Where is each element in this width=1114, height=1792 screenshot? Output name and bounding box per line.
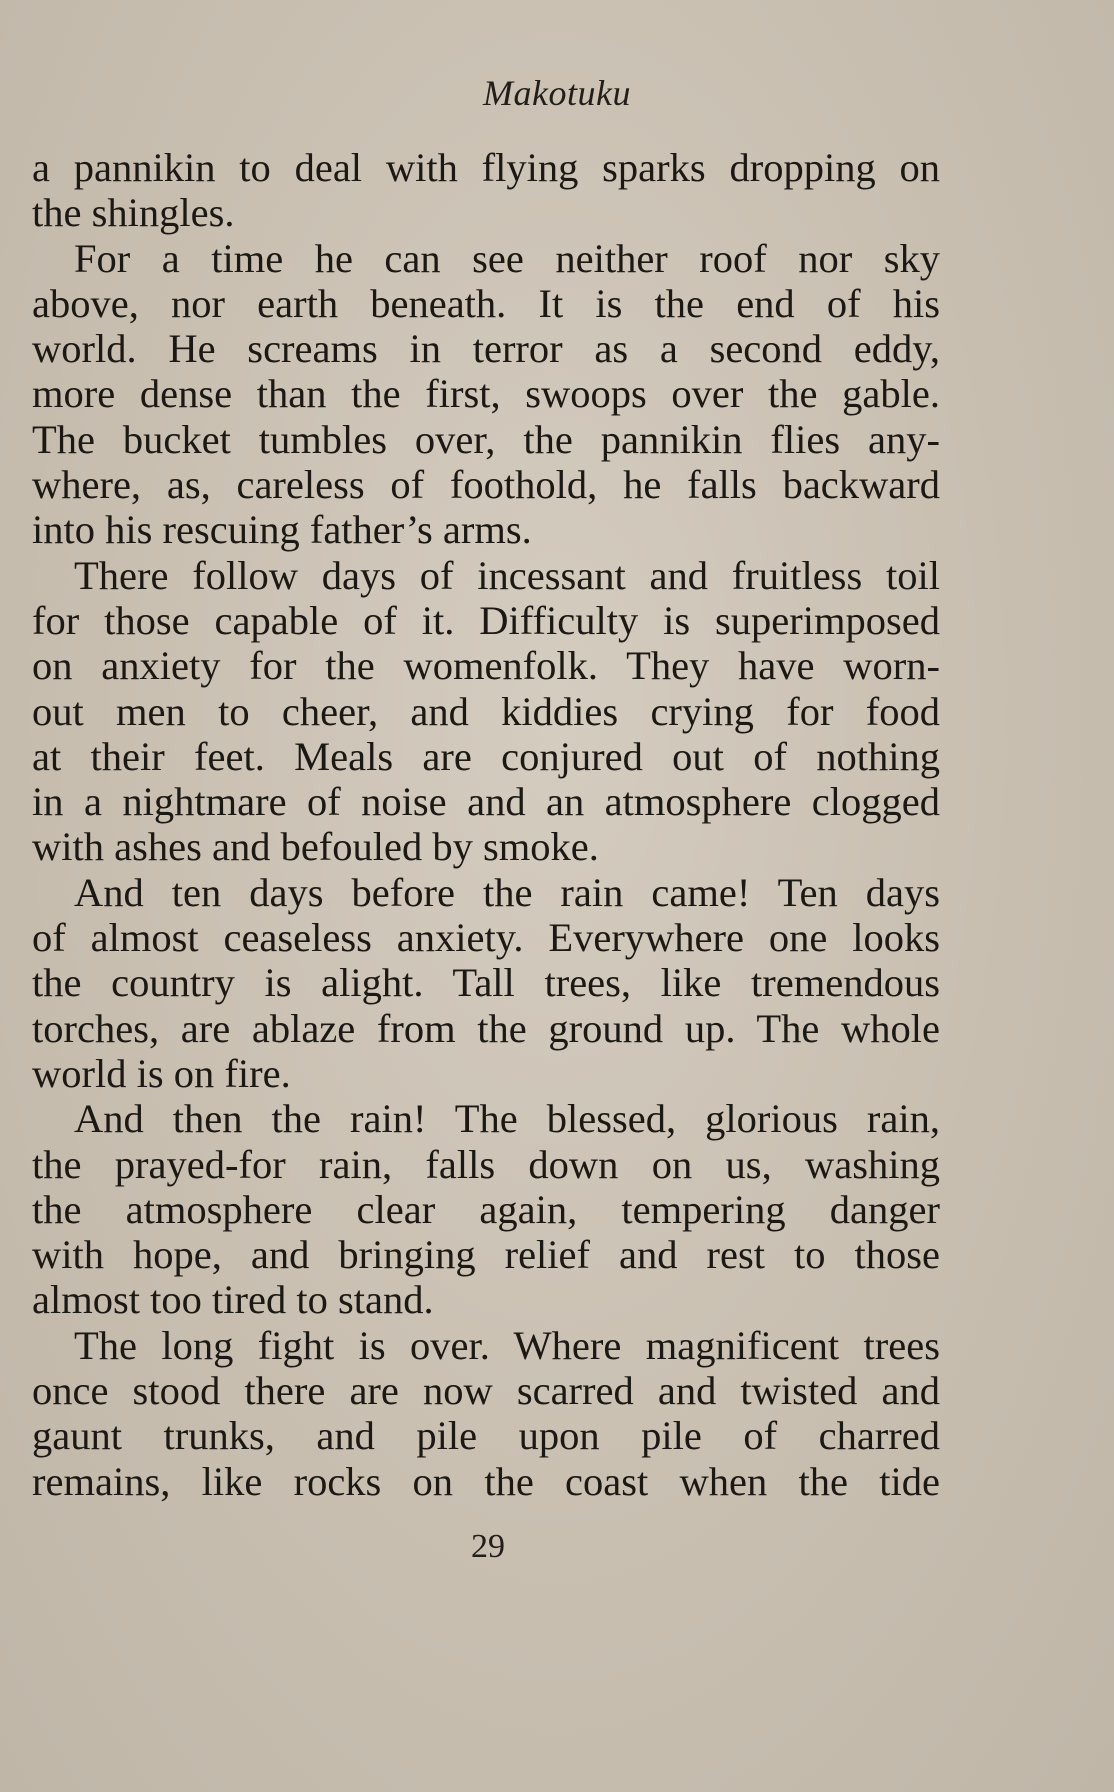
text-line: with ashes and befouled by smoke. <box>32 824 599 870</box>
text-line: above, nor earth beneath. It is the end of his <box>32 280 940 326</box>
text-line: world. He screams in terror as a second eddy, <box>32 326 940 372</box>
text-line: at their feet. Meals are conjured out of nothing <box>32 733 940 779</box>
text-line: the country is alight. Tall trees, like tremendous <box>32 960 940 1006</box>
page-number: 29 <box>471 1528 505 1565</box>
text-line: remains, like rocks on the coast when the tide <box>32 1458 940 1504</box>
text-line: almost too tired to stand. <box>32 1277 434 1323</box>
body-text <box>32 145 940 1504</box>
text-line: where, as, careless of foothold, he falls backward <box>32 462 940 508</box>
text-line: torches, are ablaze from the ground up. The whole <box>32 1005 940 1051</box>
paragraph <box>32 1323 940 1504</box>
text-line: in a nightmare of noise and an atmosphere clogged <box>32 779 940 825</box>
text-line: with hope, and bringing relief and rest to those <box>32 1232 940 1278</box>
text-line: the prayed-for rain, falls down on us, washing <box>32 1141 940 1187</box>
paragraph <box>32 236 940 553</box>
text-line: gaunt trunks, and pile upon pile of charred <box>32 1413 940 1459</box>
text-line: into his rescuing father’s arms. <box>32 507 532 553</box>
text-line: on anxiety for the womenfolk. They have worn- <box>32 643 940 689</box>
running-head: Makotuku <box>483 73 631 113</box>
text-line: And then the rain! The blessed, glorious rain, <box>74 1096 940 1142</box>
text-line: The bucket tumbles over, the pannikin flies any- <box>32 416 940 462</box>
text-line: world is on fire. <box>32 1050 291 1096</box>
text-line: There follow days of incessant and fruitless toil <box>74 552 940 598</box>
text-line: out men to cheer, and kiddies crying for food <box>32 688 940 734</box>
text-line: once stood there are now scarred and twisted and <box>32 1368 940 1414</box>
text-line: for those capable of it. Difficulty is superimposed <box>32 597 940 643</box>
text-line: a pannikin to deal with flying sparks dropping on <box>32 145 940 190</box>
paragraph <box>32 1096 940 1322</box>
text-line: the atmosphere clear again, tempering danger <box>32 1186 940 1232</box>
paragraph <box>32 553 940 870</box>
text-line: For a time he can see neither roof nor sky <box>74 235 940 281</box>
paragraph <box>32 870 940 1096</box>
text-line: the shingles. <box>32 190 235 236</box>
text-line: of almost ceaseless anxiety. Everywhere one looks <box>32 915 940 961</box>
text-line: And ten days before the rain came! Ten days <box>74 869 940 915</box>
text-line: The long fight is over. Where magnificent trees <box>74 1322 940 1368</box>
paragraph <box>32 145 940 236</box>
text-line: more dense than the first, swoops over the gable. <box>32 371 940 417</box>
